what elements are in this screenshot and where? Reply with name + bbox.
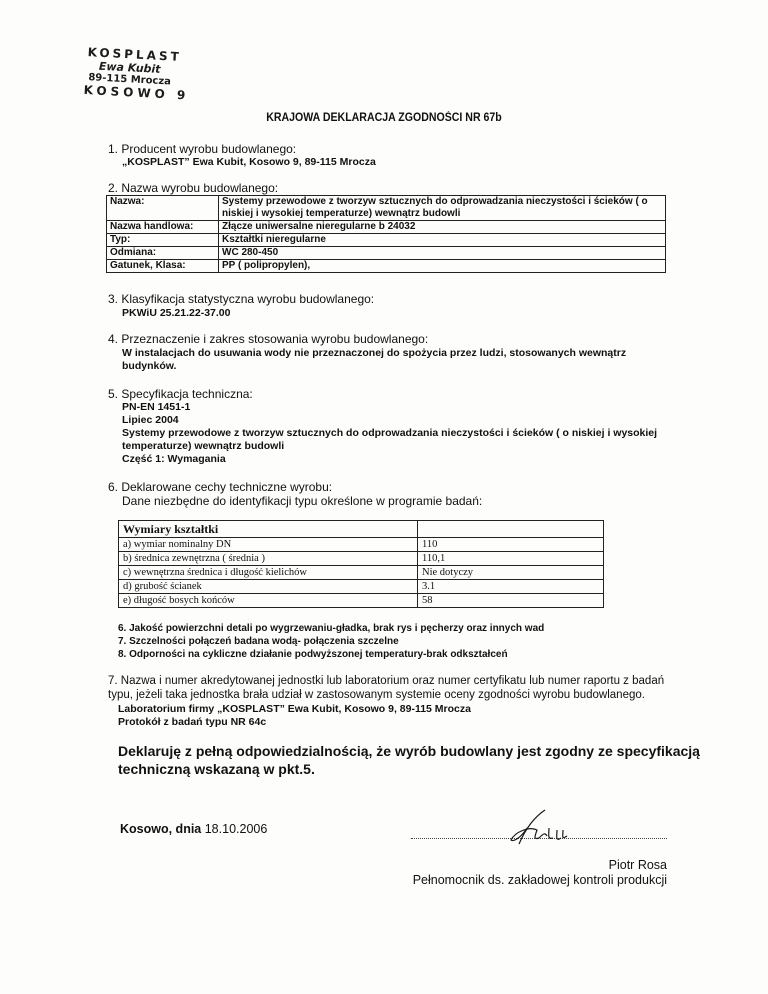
name-table-value: Systemy przewodowe z tworzyw sztucznych do odprowadzania nieczystości i ścieków ( o niskiej i wysokiej temperaturze) wewnątrz budowli bbox=[219, 196, 666, 221]
dimension-value: 3.1 bbox=[418, 580, 604, 594]
section-3-body: PKWiU 25.21.22-37.00 bbox=[122, 307, 231, 319]
stamp-line-3: 89-115 Mrocza bbox=[88, 72, 172, 88]
section-6-subheading: Dane niezbędne do identyfikacji typu określone w programie badań: bbox=[122, 494, 483, 508]
place-date bbox=[120, 822, 267, 836]
dimensions-row bbox=[119, 580, 604, 594]
section-5-line-5: Część 1: Wymagania bbox=[122, 453, 226, 465]
dimensions-table-header-empty bbox=[418, 521, 604, 538]
section-5-line-1: PN-EN 1451-1 bbox=[122, 401, 191, 413]
section-4-body-line-1: W instalacjach do usuwania wody nie przeznaczonej do spożycia przez ludzi, stosowanych wewnątrz bbox=[122, 347, 627, 359]
stamp-line-4: KOSOWO 9 bbox=[83, 82, 190, 103]
name-table-label: Nazwa handlowa: bbox=[107, 221, 219, 234]
name-table-value: PP ( polipropylen), bbox=[219, 260, 666, 273]
name-table-label: Odmiana: bbox=[107, 247, 219, 260]
dimensions-table-title: Wymiary kształtki bbox=[119, 521, 418, 538]
name-table-row bbox=[107, 247, 666, 260]
dimensions-row bbox=[119, 594, 604, 608]
dimension-name: b) średnica zewnętrzna ( średnia ) bbox=[119, 552, 418, 566]
statement-line-2: techniczną wskazaną w pkt.5. bbox=[118, 761, 315, 777]
company-stamp bbox=[83, 46, 215, 103]
name-table-row bbox=[107, 260, 666, 273]
stamp-line-1: KOSPLAST bbox=[87, 45, 183, 65]
section-5-line-3: Systemy przewodowe z tworzyw sztucznych do odprowadzania nieczystości i ścieków ( o niskiej i wysokiej bbox=[122, 427, 658, 439]
section-5-heading: 5. Specyfikacja techniczna: bbox=[108, 387, 253, 401]
dimensions-row bbox=[119, 566, 604, 580]
section-1-heading: 1. Producent wyrobu budowlanego: bbox=[108, 142, 297, 156]
dimension-value: Nie dotyczy bbox=[418, 566, 604, 580]
signer-name: Piotr Rosa bbox=[608, 858, 667, 872]
section-6-heading: 6. Deklarowane cechy techniczne wyrobu: bbox=[108, 480, 333, 494]
note-7: 7. Szczelności połączeń badana wodą- połączenia szczelne bbox=[118, 636, 399, 647]
signer-role: Pełnomocnik ds. zakładowej kontroli produkcji bbox=[412, 873, 667, 887]
section-4-heading: 4. Przeznaczenie i zakres stosowania wyrobu budowlanego: bbox=[108, 332, 429, 346]
dimension-value: 110 bbox=[418, 538, 604, 552]
name-table-value: Złącze uniwersalne nieregularne b 24032 bbox=[219, 221, 666, 234]
section-1-body: „KOSPLAST” Ewa Kubit, Kosowo 9, 89-115 Mrocza bbox=[122, 156, 376, 168]
date-value: 18.10.2006 bbox=[204, 822, 268, 836]
section-5-line-4: temperaturze) wewnątrz budowli bbox=[122, 440, 285, 452]
note-8: 8. Odporności na cykliczne działanie podwyższonej temperatury-brak odkształceń bbox=[118, 649, 508, 660]
dimension-value: 110,1 bbox=[418, 552, 604, 566]
dimensions-row bbox=[119, 552, 604, 566]
dimension-name: c) wewnętrzna średnica i długość kielichów bbox=[119, 566, 418, 580]
note-6: 6. Jakość powierzchni detali po wygrzewaniu-gładka, brak rys i pęcherzy oraz innych wad bbox=[118, 623, 545, 634]
name-table-value: WC 280-450 bbox=[219, 247, 666, 260]
section-7-line-4: Protokół z badań typu NR 64c bbox=[118, 716, 267, 728]
name-table-label: Gatunek, Klasa: bbox=[107, 260, 219, 273]
section-5-line-2: Lipiec 2004 bbox=[122, 414, 179, 426]
section-7-line-1: 7. Nazwa i numer akredytowanej jednostki lub laboratorium oraz numer certyfikatu lub numer raportu z badań bbox=[108, 675, 665, 687]
document-title: KRAJOWA DEKLARACJA ZGODNOŚCI NR 67b bbox=[266, 112, 502, 124]
handwritten-signature bbox=[505, 808, 585, 848]
section-4-body-line-2: budynków. bbox=[122, 360, 177, 372]
dimension-name: a) wymiar nominalny DN bbox=[119, 538, 418, 552]
dimension-value: 58 bbox=[418, 594, 604, 608]
dimension-name: e) długość bosych końców bbox=[119, 594, 418, 608]
section-3-heading: 3. Klasyfikacja statystyczna wyrobu budowlanego: bbox=[108, 292, 375, 306]
name-table-row bbox=[107, 196, 666, 221]
name-table-row bbox=[107, 221, 666, 234]
name-table-label: Typ: bbox=[107, 234, 219, 247]
name-table-row bbox=[107, 234, 666, 247]
product-name-table bbox=[106, 195, 666, 273]
dimension-name: d) grubość ścianek bbox=[119, 580, 418, 594]
statement-line-1: Deklaruję z pełną odpowiedzialnością, że wyrób budowlany jest zgodny ze specyfikacją bbox=[118, 743, 700, 759]
section-7-line-2: typu, jeżeli taka jednostka brała udział w zastosowanym systemie oceny zgodności wyrobu budowlanego. bbox=[108, 689, 645, 701]
dimensions-table bbox=[118, 520, 604, 608]
name-table-label: Nazwa: bbox=[107, 196, 219, 221]
place-label: Kosowo, dnia bbox=[120, 822, 202, 836]
name-table-value: Kształtki nieregularne bbox=[219, 234, 666, 247]
section-7-line-3: Laboratorium firmy „KOSPLAST” Ewa Kubit, Kosowo 9, 89-115 Mrocza bbox=[118, 703, 471, 715]
conformity-statement bbox=[118, 742, 700, 778]
section-2-heading: 2. Nazwa wyrobu budowlanego: bbox=[108, 181, 279, 195]
stamp-line-2: Ewa Kubit bbox=[98, 59, 161, 76]
dimensions-row bbox=[119, 538, 604, 552]
